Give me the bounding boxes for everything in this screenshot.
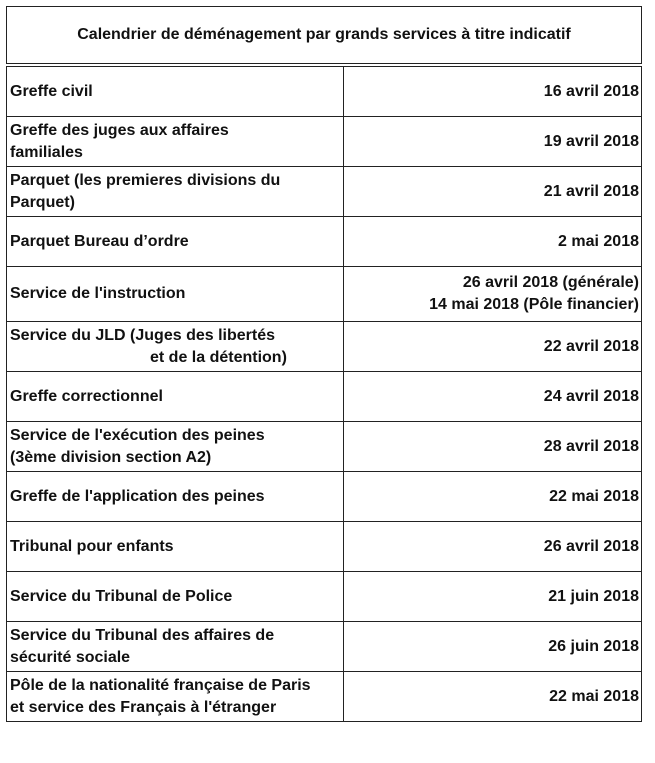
service-line: Pôle de la nationalité française de Paris xyxy=(10,676,311,694)
date-cell xyxy=(344,217,642,267)
date-cell xyxy=(344,472,642,522)
table-row xyxy=(7,522,642,572)
table-row xyxy=(7,672,642,722)
date-cell xyxy=(344,322,642,372)
service-cell xyxy=(7,117,344,167)
service-line: (3ème division section A2) xyxy=(10,448,212,466)
service-line: Greffe des juges aux affaires xyxy=(10,121,229,139)
service-line: Service du Tribunal de Police xyxy=(10,587,233,605)
date-line: 2 mai 2018 xyxy=(558,232,639,250)
date-line: 26 juin 2018 xyxy=(548,637,639,655)
table-row xyxy=(7,572,642,622)
date-line: 26 avril 2018 xyxy=(543,537,639,555)
service-cell xyxy=(7,372,344,422)
service-line: Parquet Bureau d’ordre xyxy=(10,232,189,250)
service-cell xyxy=(7,167,344,217)
service-line: Service du JLD (Juges des libertés xyxy=(10,326,275,344)
table-row xyxy=(7,267,642,322)
date-line: 28 avril 2018 xyxy=(543,437,639,455)
document-title: Calendrier de déménagement par grands services à titre indicatif xyxy=(6,6,642,64)
service-cell xyxy=(7,522,344,572)
service-cell xyxy=(7,67,344,117)
table-row xyxy=(7,372,642,422)
date-line: 22 avril 2018 xyxy=(543,337,639,355)
date-cell xyxy=(344,422,642,472)
service-cell xyxy=(7,672,344,722)
service-line: Service du Tribunal des affaires de xyxy=(10,626,275,644)
table-row xyxy=(7,117,642,167)
service-line: Service de l'exécution des peines xyxy=(10,426,265,444)
date-line: 26 avril 2018 (générale) xyxy=(462,274,639,291)
service-line: Tribunal pour enfants xyxy=(10,537,174,555)
table-row xyxy=(7,322,642,372)
date-cell xyxy=(344,672,642,722)
table-row xyxy=(7,422,642,472)
date-line: 24 avril 2018 xyxy=(543,387,639,405)
service-cell xyxy=(7,217,344,267)
date-cell xyxy=(344,372,642,422)
date-cell xyxy=(344,267,642,322)
service-cell xyxy=(7,322,344,372)
table-row xyxy=(7,67,642,117)
table-row xyxy=(7,622,642,672)
service-line: familiales xyxy=(10,143,83,161)
date-cell xyxy=(344,117,642,167)
date-cell xyxy=(344,67,642,117)
date-cell xyxy=(344,622,642,672)
date-line: 19 avril 2018 xyxy=(543,132,639,150)
service-line: et de la détention) xyxy=(150,348,287,366)
service-cell xyxy=(7,422,344,472)
table-row xyxy=(7,167,642,217)
table-row xyxy=(7,472,642,522)
date-cell xyxy=(344,167,642,217)
service-line: et service des Français à l'étranger xyxy=(10,698,277,716)
service-line: Parquet) xyxy=(10,193,75,211)
date-cell xyxy=(344,572,642,622)
date-line: 22 mai 2018 xyxy=(549,487,639,505)
date-line: 14 mai 2018 (Pôle financier) xyxy=(429,296,639,313)
date-line: 16 avril 2018 xyxy=(543,82,639,100)
service-line: Service de l'instruction xyxy=(10,285,186,302)
schedule-table xyxy=(6,66,642,722)
service-line: Greffe civil xyxy=(10,82,93,100)
service-cell xyxy=(7,472,344,522)
date-line: 21 juin 2018 xyxy=(548,587,639,605)
service-line: Parquet (les premieres divisions du xyxy=(10,171,281,189)
service-line: Greffe correctionnel xyxy=(10,387,163,405)
service-line: sécurité sociale xyxy=(10,648,131,666)
service-cell xyxy=(7,622,344,672)
date-line: 21 avril 2018 xyxy=(543,182,639,200)
service-line: Greffe de l'application des peines xyxy=(10,487,265,505)
service-cell xyxy=(7,267,344,322)
date-cell xyxy=(344,522,642,572)
table-row xyxy=(7,217,642,267)
service-cell xyxy=(7,572,344,622)
date-line: 22 mai 2018 xyxy=(549,687,639,705)
